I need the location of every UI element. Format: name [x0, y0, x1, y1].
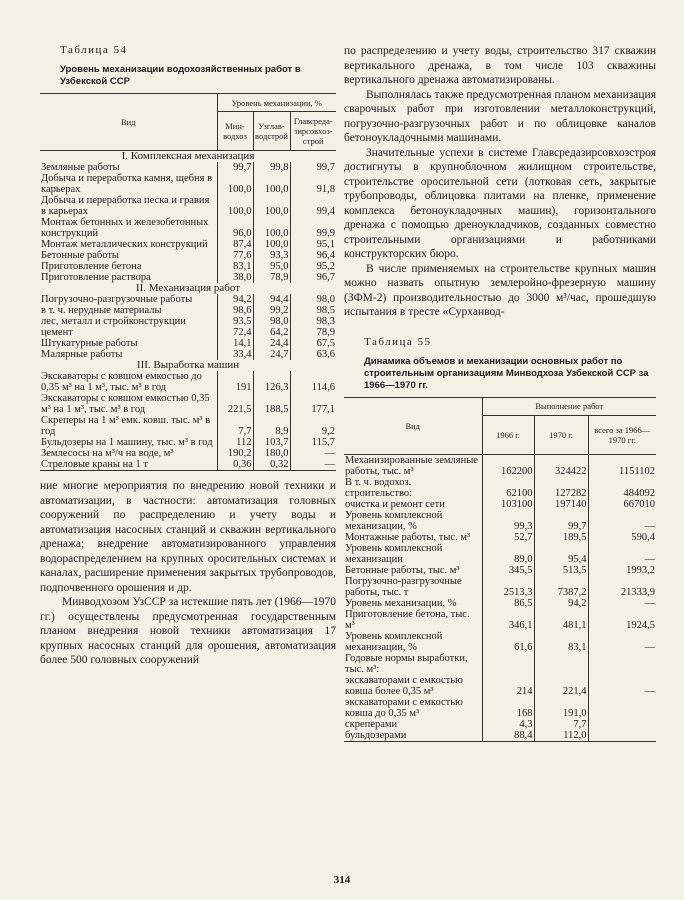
table-row	[40, 195, 336, 217]
row-value: 87,4	[217, 239, 253, 250]
table-row	[344, 454, 656, 477]
row-label: Экскаваторы с ковшом емкостью до 0,35 м³ на 1 м³, тыс. м³ в год	[41, 371, 202, 393]
row-value: 7,7	[534, 719, 588, 730]
row-value: —	[290, 448, 336, 459]
table-row	[344, 532, 656, 543]
row-value: 96,0	[217, 217, 253, 239]
row-value: 100,0	[253, 173, 290, 195]
row-value: 4,3	[482, 719, 534, 730]
row-value: 21333,9	[588, 576, 656, 598]
row-label: Приготовление бетона, тыс. м³	[345, 608, 470, 631]
section-title: I. Комплексная механизация	[121, 150, 255, 162]
row-value: 99,7	[217, 162, 253, 173]
row-value: 99,2	[253, 305, 290, 316]
row-value: 189,5	[534, 532, 588, 543]
row-label: экскаваторами с емкостью ковша более 0,35 м³	[345, 674, 463, 697]
row-label: Погрузочно-разгрузочные работы, тыс. т	[345, 575, 462, 598]
table-row	[40, 437, 336, 448]
row-value: 98,0	[253, 316, 290, 327]
row-value: 98,6	[217, 305, 253, 316]
row-value: 86,5	[482, 598, 534, 609]
row-value: 93,3	[253, 250, 290, 261]
table-row	[344, 631, 656, 653]
row-label: Уровень комплексной механизации, %	[345, 509, 443, 532]
row-value: 24,4	[253, 338, 290, 349]
left-paragraph-1: ние многие мероприятия по внедрению новой техники и автоматизации, в частности: автоматизация головных сооружений по распределению и учету воды и автоматизация насосных станций и скважин вертикального дренажа; внедрение автоматизированного управления водораспределением на крупных оросительных системах и каналах, расширение применения закрытых трубопроводов, подпочвенного орошения и др.	[40, 480, 336, 594]
row-value: 191	[217, 371, 253, 393]
row-value: 114,6	[290, 371, 336, 393]
row-label: Механизированные земляные работы, тыс. м³	[345, 454, 478, 477]
right-paragraph-2: Выполнялась также предусмотренная планом механизация сварочных работ при изготовлении металлоконструкций, погрузочно-разгрузочных работ и по облицовке каналов бетоноукладочными машинами.	[344, 88, 656, 144]
table-row	[344, 477, 656, 499]
row-value	[588, 697, 656, 719]
row-value: 96,4	[290, 250, 336, 261]
row-value: 100,0	[253, 239, 290, 250]
row-value: 1151102	[588, 454, 656, 477]
row-value: 9,2	[290, 415, 336, 437]
row-value: 62100	[482, 477, 534, 499]
table-row	[40, 338, 336, 349]
row-label: Монтаж бетонных и железобетонных конструкций	[41, 217, 209, 239]
row-value: 221,4	[534, 675, 588, 697]
row-value: 112	[217, 437, 253, 448]
table-row	[40, 371, 336, 393]
row-value: 0,32	[253, 459, 290, 471]
row-value: 24,7	[253, 349, 290, 360]
row-value: 88,4	[482, 730, 534, 742]
table-row	[40, 250, 336, 261]
table-row	[40, 415, 336, 437]
row-label: Бульдозеры на 1 машину, тыс. м³ в год	[41, 437, 213, 448]
row-value: 0,36	[217, 459, 253, 471]
table-row	[40, 162, 336, 173]
row-label: Годовые нормы выработки, тыс. м³:	[345, 652, 468, 675]
row-label: в т. ч. нерудные материалы	[41, 305, 162, 316]
section-row	[40, 151, 336, 163]
table-row	[40, 239, 336, 250]
row-label: Приготовление бетона	[41, 261, 142, 272]
row-value: 99,4	[290, 195, 336, 217]
row-value: —	[588, 598, 656, 609]
row-label: Стреловые краны на 1 т	[41, 459, 148, 470]
row-value: 7387,2	[534, 576, 588, 598]
row-label: Экскаваторы с ковшом емкостью 0,35 м³ на 1 м³, тыс. м³ в год	[41, 393, 210, 415]
row-label: Штукатурные работы	[41, 338, 138, 349]
row-label: Малярные работы	[41, 349, 123, 360]
row-value: 61,6	[482, 631, 534, 653]
row-value: 513,5	[534, 565, 588, 576]
row-value: 83,1	[217, 261, 253, 272]
row-value: 83,1	[534, 631, 588, 653]
table-row	[344, 609, 656, 631]
right-paragraph-4: В числе применяемых на строительстве крупных машин можно назвать опытную землеройно-фрезерную машину (ЗФМ-2) производительностью до 3000 м³/час, прошедшую испытания в тресте «Сурханвод-	[344, 262, 656, 318]
header-total: всего за 1966—1970 гг.	[588, 415, 656, 454]
table-row	[344, 675, 656, 697]
table-row	[344, 499, 656, 510]
header-group-55: Выполнение работ	[482, 397, 656, 415]
row-value: 77,6	[217, 250, 253, 261]
table-row	[344, 598, 656, 609]
row-value: 33,4	[217, 349, 253, 360]
row-value: 667010	[588, 499, 656, 510]
row-value: 191,0	[534, 697, 588, 719]
row-value: 190,2	[217, 448, 253, 459]
row-value: 89,0	[482, 543, 534, 565]
table-row	[344, 576, 656, 598]
page-number: 314	[333, 874, 351, 886]
table-row	[40, 261, 336, 272]
row-value	[588, 730, 656, 742]
row-label: Добыча и переработка песка и гравия в карьерах	[41, 195, 210, 217]
row-value: 100,0	[217, 195, 253, 217]
row-value: —	[588, 675, 656, 697]
row-value: 95,1	[290, 239, 336, 250]
row-value: 197140	[534, 499, 588, 510]
row-label: Монтажные работы, тыс. м³	[345, 531, 471, 543]
row-value: 98,3	[290, 316, 336, 327]
row-value: 94,4	[253, 294, 290, 305]
table-55	[344, 397, 656, 742]
row-label: Добыча и переработка камня, щебня в карьерах	[41, 173, 213, 195]
row-value: 100,0	[253, 217, 290, 239]
row-value: 96,7	[290, 272, 336, 283]
header-col2: Узглав-водстрой	[253, 112, 290, 151]
header-group: Уровень механизации, %	[217, 94, 336, 112]
row-value: 590,4	[588, 532, 656, 543]
row-value: 99,9	[290, 217, 336, 239]
table-row	[344, 565, 656, 576]
row-value: 177,1	[290, 393, 336, 415]
row-value: 100,0	[217, 173, 253, 195]
row-value: 38,0	[217, 272, 253, 283]
header-col1: Мин-водхоз	[217, 112, 253, 151]
row-value: 98,0	[290, 294, 336, 305]
row-label: экскаваторами с емкостью ковша до 0,35 м³	[345, 696, 463, 719]
header-col3: Главсреда-зирсовхоз-строй	[290, 112, 336, 151]
row-label: Скреперы на 1 м³ емк. ковш. тыс. м³ в год	[41, 415, 211, 437]
table-54-title: Уровень механизации водохозяйственных работ в Узбекской ССР	[60, 64, 301, 87]
right-paragraph-1: по распределению и учету воды, строительство 317 скважин вертикального дренажа, в том числе 103 скважины вертикального дренажа автоматизированы.	[344, 45, 656, 86]
row-value: 346,1	[482, 609, 534, 631]
row-value: 324422	[534, 454, 588, 477]
table-row	[344, 543, 656, 565]
row-value	[588, 653, 656, 675]
row-value: 94,2	[534, 598, 588, 609]
header-1970: 1970 г.	[534, 415, 588, 454]
table-row	[40, 448, 336, 459]
row-value: 162200	[482, 454, 534, 477]
table-55-caption: Таблица 55	[364, 335, 432, 348]
row-label: Землесосы на м³/ч на воде, м³	[41, 448, 174, 459]
row-label: В т. ч. водохоз. строительство:	[345, 476, 413, 499]
row-value: 98,5	[290, 305, 336, 316]
row-value: 99,8	[253, 162, 290, 173]
table-54-caption: Таблица 54	[60, 44, 128, 56]
row-value: 93,5	[217, 316, 253, 327]
row-value: 188,5	[253, 393, 290, 415]
section-row	[40, 283, 336, 294]
row-value: 100,0	[253, 195, 290, 217]
row-value: 72,4	[217, 327, 253, 338]
table-55-title: Динамика объемов и механизации основных работ по строительным организациям Минводхоза Узбекской ССР за 1966—1970 гг.	[364, 355, 649, 391]
table-row	[344, 719, 656, 730]
row-value	[534, 653, 588, 675]
row-label: лес, металл и стройконструкции	[41, 316, 186, 327]
right-column	[344, 44, 656, 742]
row-value: 14,1	[217, 338, 253, 349]
row-value: 168	[482, 697, 534, 719]
table-row	[40, 316, 336, 327]
row-value: —	[290, 459, 336, 471]
row-value: 8,9	[253, 415, 290, 437]
row-value: 103100	[482, 499, 534, 510]
table-row	[40, 327, 336, 338]
row-value: 484092	[588, 477, 656, 499]
row-value: 345,5	[482, 565, 534, 576]
row-label: Погрузочно-разгрузочные работы	[41, 294, 193, 305]
row-value: —	[588, 631, 656, 653]
table-row	[344, 697, 656, 719]
left-column	[40, 44, 336, 668]
row-value: 64,2	[253, 327, 290, 338]
right-paragraph-3: Значительные успехи в системе Главсредазирсовхозстроя достигнуты в крупноблочном жилищном строительстве, строительстве оросительной сети (лотковая сеть, закрытые трубопроводы, облицовка плитами на пленке, применение комплекса бетоноукладочных машин), горизонтального дренажа с помощью дреноукладчиков, созданных совместно строительными организациями и работниками конструкторских бюро.	[344, 146, 656, 260]
row-label: Уровень механизации, %	[345, 597, 457, 609]
table-row	[344, 730, 656, 742]
row-value: 1924,5	[588, 609, 656, 631]
row-value: 52,7	[482, 532, 534, 543]
row-value: 2513,3	[482, 576, 534, 598]
row-value: 67,5	[290, 338, 336, 349]
row-value: 99,7	[290, 162, 336, 173]
header-vid-55: Вид	[344, 397, 482, 454]
row-label: Уровень комплексной механизации, %	[345, 630, 443, 653]
row-label: Бетонные работы	[41, 250, 119, 261]
table-row	[40, 305, 336, 316]
row-value: 95,4	[534, 543, 588, 565]
table-row	[40, 459, 336, 471]
row-value: 127282	[534, 477, 588, 499]
row-value: —	[588, 543, 656, 565]
table-row	[40, 294, 336, 305]
row-label: Монтаж металлических конструкций	[41, 239, 208, 250]
row-value: 126,3	[253, 371, 290, 393]
row-label: цемент	[41, 327, 73, 338]
header-vid: Вид	[40, 94, 217, 151]
table-row	[344, 653, 656, 675]
row-label: Бетонные работы, тыс. м³	[345, 564, 460, 576]
section-title: II. Механизация работ	[135, 282, 241, 294]
row-label: очистка и ремонт сети	[345, 498, 445, 510]
row-value: 94,2	[217, 294, 253, 305]
header-1966: 1966 г.	[482, 415, 534, 454]
table-row	[344, 510, 656, 532]
row-value: 99,7	[534, 510, 588, 532]
row-value: 221,5	[217, 393, 253, 415]
section-title: III. Выработка машин	[136, 359, 240, 371]
row-value: 78,9	[253, 272, 290, 283]
row-label: Приготовление раствора	[41, 272, 151, 283]
row-value: 180,0	[253, 448, 290, 459]
row-value: 7,7	[217, 415, 253, 437]
row-value: 95,0	[253, 261, 290, 272]
row-value: 99,3	[482, 510, 534, 532]
left-paragraph-2: Минводхозом УзССР за истекшие пять лет (1966—1970 гг.) осуществлены предусмотренная государственным планом внедрения новой техники автоматизация 17 крупных насосных станций для орошения, автоматизация более 500 головных сооружений	[40, 596, 336, 666]
row-label: Уровень комплексной механизации	[345, 542, 443, 565]
row-value: 214	[482, 675, 534, 697]
table-row	[40, 173, 336, 195]
row-value: 112,0	[534, 730, 588, 742]
table-row	[40, 393, 336, 415]
row-value: 63,6	[290, 349, 336, 360]
row-value: 91,8	[290, 173, 336, 195]
row-value	[588, 719, 656, 730]
row-value: 115,7	[290, 437, 336, 448]
row-label: Земляные работы	[41, 162, 120, 173]
row-value: 481,1	[534, 609, 588, 631]
row-value: 95,2	[290, 261, 336, 272]
row-value: —	[588, 510, 656, 532]
row-value: 103,7	[253, 437, 290, 448]
table-row	[40, 217, 336, 239]
row-value: 1993,2	[588, 565, 656, 576]
table-54	[40, 93, 336, 471]
row-value: 78,9	[290, 327, 336, 338]
row-label: бульдозерами	[345, 729, 407, 741]
section-row	[40, 360, 336, 371]
row-value	[482, 653, 534, 675]
row-label: скреперами	[345, 718, 398, 730]
